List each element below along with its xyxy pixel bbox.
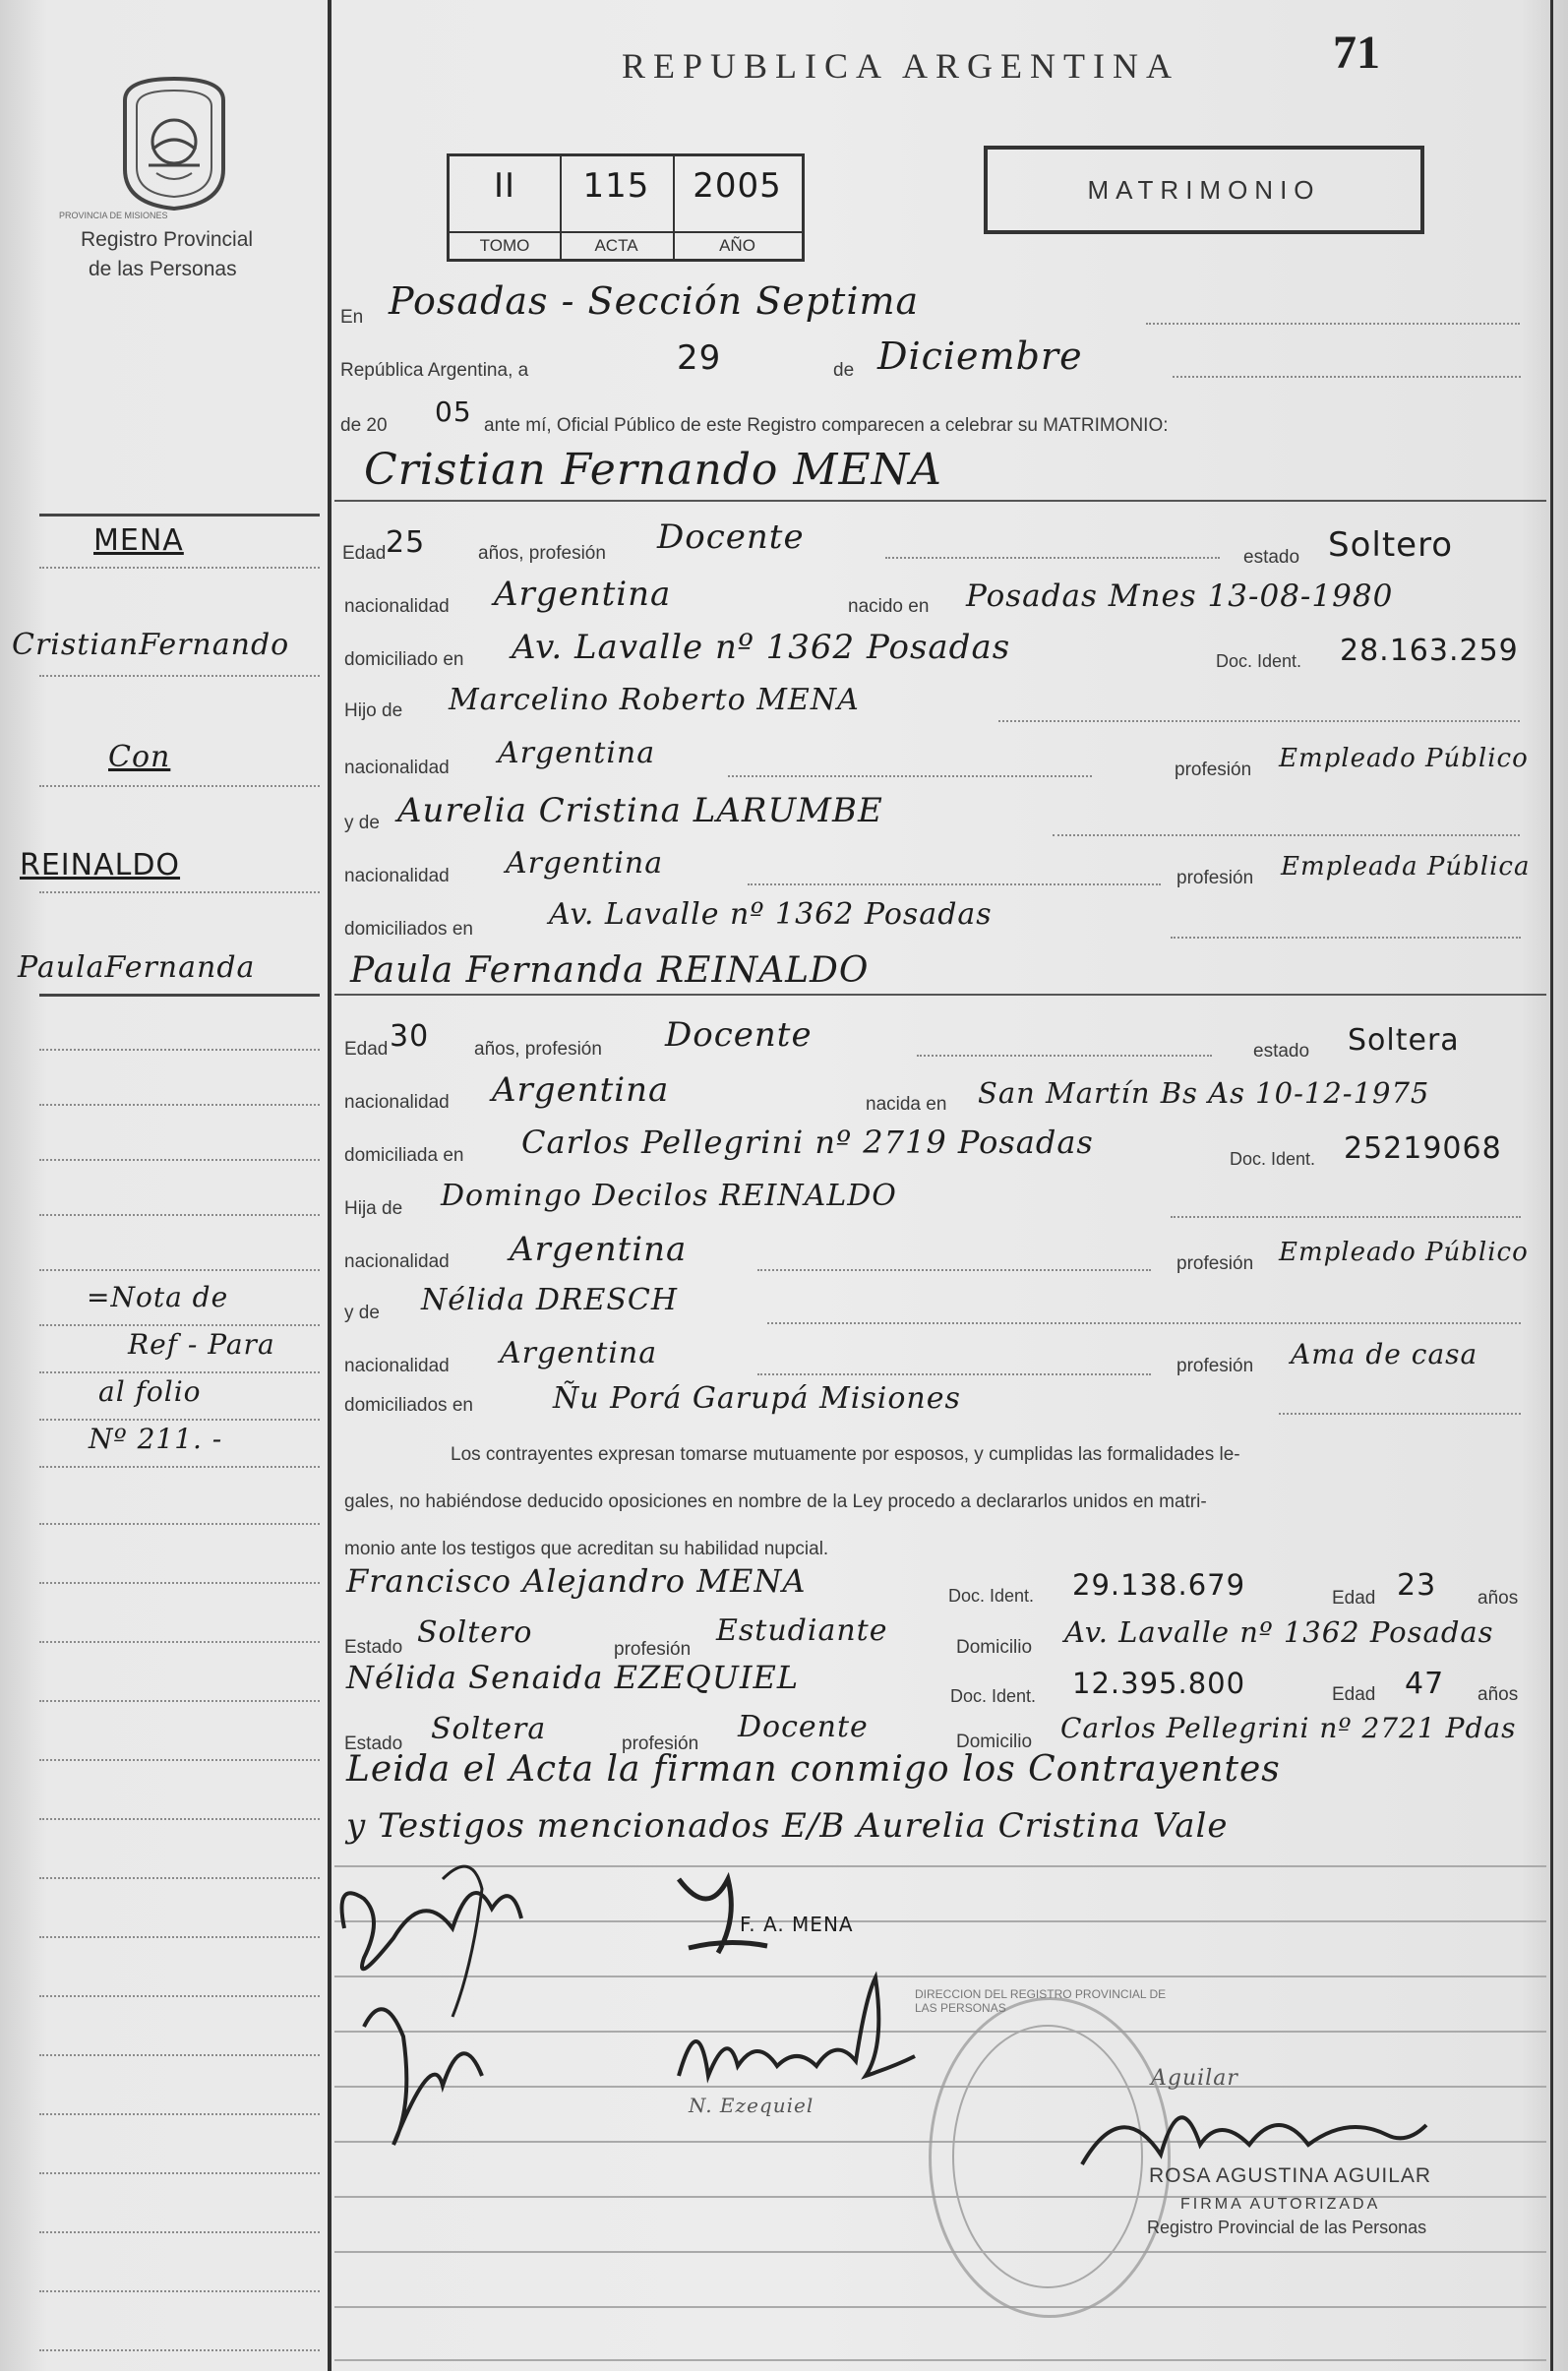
year-suffix: 05 [435, 395, 472, 428]
groom-address: Av. Lavalle nº 1362 Posadas [512, 628, 1011, 667]
bride-doc: 25219068 [1344, 1131, 1502, 1166]
margin-rule [39, 2290, 320, 2292]
republica-label: República Argentina, a [340, 360, 529, 381]
margin-groom-names: CristianFernando [12, 628, 290, 662]
seal-ring-text: DIRECCION DEL REGISTRO PROVINCIAL DE LAS PERSONAS [915, 1987, 1167, 2015]
bride-mother-profession: Ama de casa [1291, 1338, 1478, 1370]
ano-cell [673, 156, 802, 259]
witness2-profession: Docente [738, 1710, 869, 1744]
declaration-line3: monio ante los testigos que acreditan su habilidad nupcial. [344, 1539, 829, 1559]
witness1-status: Soltero [417, 1615, 533, 1650]
witness1-address: Av. Lavalle nº 1362 Posadas [1064, 1615, 1494, 1649]
margin-rule [39, 1759, 320, 1761]
bride-father-prof-label: profesión [1176, 1253, 1254, 1274]
witness1-age: 23 [1397, 1568, 1437, 1603]
groom-profesion-label: años, profesión [478, 543, 606, 564]
groom-doc-label: Doc. Ident. [1216, 651, 1302, 671]
witness1-domicilio-label: Domicilio [956, 1637, 1033, 1658]
groom-nacido-label: nacido en [848, 596, 930, 617]
margin-rule [39, 1269, 320, 1271]
margin-bride-names: PaulaFernanda [18, 950, 256, 985]
signature-rule [334, 2251, 1546, 2253]
groom-father-nac-label: nacionalidad [344, 758, 450, 778]
groom-yde-label: y de [344, 813, 380, 833]
margin-rule [39, 1419, 320, 1421]
bride-edad-label: Edad [344, 1039, 389, 1060]
bride-age: 30 [390, 1019, 430, 1054]
witness1-name: Francisco Alejandro MENA [346, 1562, 807, 1600]
groom-father-nationality: Argentina [498, 736, 656, 770]
declaration-line1: Los contrayentes expresan tomarse mutuamente por esposos, y cumplidas las formalidades le- [451, 1444, 1240, 1465]
margin-bride-surname: REINALDO [20, 848, 181, 882]
acta-label: ACTA [560, 231, 673, 259]
groom-domiciliado-label: domiciliado en [344, 649, 464, 670]
signature-rule [334, 2359, 1546, 2361]
date-underline [1173, 376, 1521, 378]
bride-father-underline [1171, 1216, 1521, 1218]
official-title: FIRMA AUTORIZADA [1180, 2196, 1381, 2213]
right-edge-line [1550, 0, 1553, 2371]
bride-parents-dom-label: domiciliados en [344, 1395, 473, 1416]
bride-doc-label: Doc. Ident. [1230, 1149, 1316, 1169]
margin-con: Con [108, 740, 171, 774]
margin-rule [39, 2054, 320, 2056]
ano-label: AÑO [673, 231, 802, 259]
groom-mother-profession: Empleada Pública [1281, 852, 1531, 882]
groom-father-profession: Empleado Público [1279, 744, 1529, 773]
groom-initial-signature: F. A. MENA [740, 1913, 854, 1936]
bride-hija-label: Hija de [344, 1198, 403, 1219]
en-label: En [340, 307, 364, 328]
bride-yde-label: y de [344, 1303, 380, 1323]
page-header-country: REPUBLICA ARGENTINA [622, 46, 1180, 86]
closing-line2: y Testigos mencionados E/B Aurelia Cristina Vale [346, 1806, 1229, 1846]
margin-rule [39, 1641, 320, 1643]
margin-rule [39, 1371, 320, 1373]
bride-full-name: Paula Fernanda REINALDO [350, 950, 870, 991]
groom-estado-label: estado [1243, 547, 1300, 568]
witness1-edad-label: Edad [1332, 1588, 1376, 1609]
book-reference-box [447, 153, 805, 262]
place-value: Posadas - Sección Septima [389, 279, 920, 323]
groom-mother: Aurelia Cristina LARUMBE [397, 791, 883, 830]
tomo-cell [450, 156, 562, 259]
bride-mother-prof-label: profesión [1176, 1356, 1254, 1376]
margin-rule [39, 2172, 320, 2174]
registry-name-line1: Registro Provincial [81, 228, 254, 251]
margin-note-line2: Ref - Para [128, 1328, 275, 1361]
bride-signature-icon [669, 1859, 787, 1958]
bride-father-nac-label: nacionalidad [344, 1251, 450, 1272]
margin-rule [39, 1159, 320, 1161]
margin-rule [39, 1324, 320, 1326]
witness2-address: Carlos Pellegrini nº 2721 Pdas [1060, 1712, 1517, 1744]
groom-parents-dom-label: domiciliados en [344, 919, 473, 940]
margin-note-line4: Nº 211. - [89, 1423, 223, 1455]
margin-rule [39, 891, 320, 893]
margin-rule [39, 994, 320, 997]
bride-father-nationality: Argentina [510, 1230, 688, 1269]
acta-cell [560, 156, 675, 259]
margin-rule [39, 1214, 320, 1216]
bride-mother-nationality: Argentina [500, 1336, 658, 1370]
place-underline [1146, 323, 1520, 325]
margin-rule [39, 1700, 320, 1702]
ante-text: ante mí, Oficial Público de este Registro comparecen a celebrar su MATRIMONIO: [484, 415, 1169, 436]
groom-father-underline [998, 720, 1520, 722]
witness2-doc: 12.395.800 [1072, 1667, 1246, 1700]
bride-profession: Docente [665, 1015, 813, 1055]
groom-nationality: Argentina [494, 575, 672, 614]
bride-mother-underline [767, 1322, 1521, 1324]
groom-father: Marcelino Roberto MENA [449, 683, 860, 717]
groom-profession: Docente [657, 517, 805, 557]
registry-name-line2: de las Personas [89, 258, 237, 280]
groom-signature-icon [325, 1850, 620, 2164]
closing-line1: Leida el Acta la firman conmigo los Contrayentes [346, 1749, 1281, 1790]
groom-mother-nationality: Argentina [506, 846, 664, 881]
groom-status: Soltero [1328, 525, 1454, 565]
groom-age: 25 [386, 525, 426, 560]
margin-rule [39, 675, 320, 677]
bride-nationality: Argentina [492, 1070, 670, 1110]
margin-rule [39, 1049, 320, 1051]
margin-rule [39, 1582, 320, 1584]
bride-estado-label: estado [1253, 1041, 1310, 1062]
margin-rule [39, 514, 320, 517]
groom-nacionalidad-label: nacionalidad [344, 596, 450, 617]
groom-doc: 28.163.259 [1340, 634, 1519, 668]
bride-father-nat-underline [757, 1269, 1151, 1271]
witness1-profesion-label: profesión [614, 1639, 692, 1660]
groom-father-nat-underline [728, 775, 1092, 777]
provincial-seal-icon [113, 71, 236, 213]
groom-mother-nat-underline [748, 883, 1161, 885]
year-prefix: de 20 [340, 415, 388, 436]
margin-rule [39, 785, 320, 787]
bride-domiciliada-label: domiciliada en [344, 1145, 464, 1166]
witness-signature-icon [669, 1968, 925, 2096]
witness2-name: Nélida Senaida EZEQUIEL [346, 1659, 800, 1696]
witness2-doc-label: Doc. Ident. [950, 1686, 1037, 1706]
groom-father-prof-label: profesión [1175, 760, 1252, 780]
bride-mother-nat-underline [757, 1373, 1151, 1375]
witness1-anos-label: años [1478, 1588, 1519, 1609]
bride-status: Soltera [1348, 1023, 1460, 1058]
witness1-estado-label: Estado [344, 1637, 403, 1658]
groom-full-name: Cristian Fernando MENA [364, 445, 942, 495]
bride-birthplace: San Martín Bs As 10-12-1975 [978, 1076, 1430, 1110]
margin-rule [39, 2113, 320, 2115]
groom-mother-underline [1053, 834, 1520, 836]
witness2-age: 47 [1405, 1667, 1445, 1701]
margin-rule [39, 1936, 320, 1938]
official-signature: Aguilar [1151, 2066, 1238, 2091]
witness2-estado-label: Estado [344, 1733, 403, 1754]
margin-note-line3: al folio [98, 1375, 202, 1408]
witness1-profession: Estudiante [716, 1613, 888, 1648]
seal-provincia-text: PROVINCIA DE MISIONES [59, 211, 168, 220]
official-registry: Registro Provincial de las Personas [1147, 2218, 1427, 2237]
section-divider-bride [334, 994, 1546, 996]
witness-signature: N. Ezequiel [689, 2094, 814, 2117]
groom-parents-address: Av. Lavalle nº 1362 Posadas [549, 897, 993, 932]
margin-rule [39, 1995, 320, 1997]
bride-nacida-label: nacida en [866, 1094, 947, 1115]
month-value: Diciembre [877, 334, 1083, 378]
bride-profesion-label: años, profesión [474, 1039, 602, 1060]
groom-profession-underline [885, 557, 1220, 559]
witness1-doc-label: Doc. Ident. [948, 1586, 1035, 1606]
bride-address: Carlos Pellegrini nº 2719 Posadas [521, 1124, 1094, 1161]
witness1-doc: 29.138.679 [1072, 1568, 1246, 1602]
groom-parents-underline [1171, 937, 1521, 939]
bride-parents-address: Ñu Porá Garupá Misiones [553, 1381, 961, 1416]
bride-parents-underline [1279, 1413, 1521, 1415]
margin-rule [39, 1877, 320, 1879]
groom-mother-nac-label: nacionalidad [344, 866, 450, 886]
bride-father: Domingo Decilos REINALDO [441, 1179, 897, 1213]
bride-mother: Nélida DRESCH [421, 1283, 679, 1317]
tomo-label: TOMO [450, 231, 560, 259]
document-type-box: MATRIMONIO [984, 146, 1424, 234]
bride-profession-underline [917, 1055, 1212, 1057]
margin-note-line1: =Nota de [87, 1281, 229, 1313]
acta-value: 115 [582, 166, 650, 206]
margin-rule [39, 1523, 320, 1525]
margin-rule [39, 1104, 320, 1106]
groom-birthplace: Posadas Mnes 13-08-1980 [966, 578, 1394, 614]
official-name: ROSA AGUSTINA AGUILAR [1149, 2164, 1432, 2187]
groom-hijo-label: Hijo de [344, 700, 403, 721]
page-number: 71 [1333, 27, 1380, 79]
bride-mother-nac-label: nacionalidad [344, 1356, 450, 1376]
witness2-profesion-label: profesión [622, 1733, 699, 1754]
margin-rule [39, 2349, 320, 2351]
day-value: 29 [677, 338, 722, 378]
groom-mother-prof-label: profesión [1176, 868, 1254, 888]
de-label: de [833, 360, 855, 381]
margin-rule [39, 2231, 320, 2233]
bride-father-profession: Empleado Público [1279, 1238, 1529, 1267]
margin-groom-surname: MENA [93, 523, 184, 558]
witness2-anos-label: años [1478, 1684, 1519, 1705]
groom-edad-label: Edad [342, 543, 387, 564]
declaration-line2: gales, no habiéndose deducido oposiciones en nombre de la Ley procedo a declararlos unidos en matri- [344, 1491, 1207, 1512]
ano-value: 2005 [693, 166, 782, 206]
witness2-status: Soltera [431, 1712, 547, 1746]
signature-rule [334, 2306, 1546, 2308]
tomo-value: II [493, 166, 516, 206]
margin-rule [39, 1466, 320, 1468]
witness2-edad-label: Edad [1332, 1684, 1376, 1705]
witness2-domicilio-label: Domicilio [956, 1732, 1033, 1752]
margin-rule [39, 567, 320, 569]
margin-rule [39, 1818, 320, 1820]
bride-nacionalidad-label: nacionalidad [344, 1092, 450, 1113]
section-divider-groom [334, 500, 1546, 502]
